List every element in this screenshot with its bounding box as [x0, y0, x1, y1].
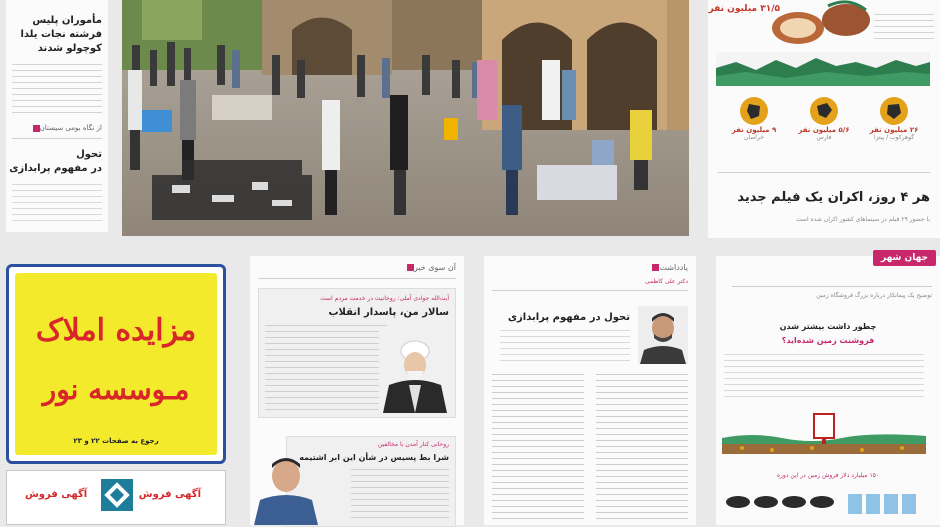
column-2 — [250, 256, 464, 525]
region-map-icon — [879, 96, 909, 126]
infographic-stats — [718, 96, 930, 156]
top-left-body-text — [12, 64, 102, 114]
auction-ad-title: مزایده املاک — [35, 313, 197, 348]
cleric-portrait — [379, 329, 451, 413]
nut-illustration — [768, 0, 878, 48]
coins-illustration — [722, 488, 926, 518]
column-4-body — [724, 354, 924, 400]
divider — [492, 290, 688, 291]
region-map-icon — [809, 96, 839, 126]
top-left-article-title[interactable]: تحول در مفهوم پرابدازی — [9, 149, 102, 174]
column-3-body-left — [492, 374, 584, 524]
infographic-subline: با حضور ۲۹ فیلم در سینماهای کشور اکران شده است — [796, 216, 930, 223]
column-3 — [484, 256, 696, 525]
column-3-author: دکتر علی کاظمی — [645, 278, 688, 285]
market-photo — [122, 0, 689, 236]
sale-ad[interactable] — [6, 470, 226, 525]
stat-item: ۹ میلیون نفر خراسان — [724, 96, 784, 142]
column-2-box — [258, 288, 456, 418]
divider — [12, 138, 102, 139]
region-map-icon — [739, 96, 769, 126]
infographic-note-text — [874, 14, 934, 42]
auction-ad[interactable] — [6, 264, 226, 464]
column-4-footnote: ۱۵۰ میلیارد دلار فروش زمین در این دوره — [776, 472, 880, 479]
top-left-headline[interactable]: مأموران پلیس فرشته نجات یلدا کوچولو شدند — [20, 15, 102, 54]
divider — [718, 172, 930, 173]
column-3-body-right — [596, 374, 688, 524]
sale-ad-label-left: آگهی فروش — [25, 489, 88, 500]
column-2-text — [265, 325, 387, 411]
landscape-band — [716, 52, 930, 86]
top-left-article-text — [12, 184, 102, 224]
column-2-tag: آن‌‌‌‌‌‌‌‌‌‌‌‌‌‌‌‌ سوی خبر — [404, 262, 456, 273]
bank-logo-icon — [99, 477, 135, 513]
section-tag-icon — [407, 264, 414, 271]
infographic-headline[interactable]: هر ۴ روز، اکران یک فیلم جدید — [737, 190, 930, 205]
author-portrait — [638, 306, 688, 364]
divider — [732, 286, 932, 287]
column-4-badge: جهان شهر — [873, 250, 936, 266]
land-sale-illustration — [722, 402, 926, 466]
auction-ad-note: رجوع به صفحات ۲۲ و ۲۳ — [73, 437, 159, 445]
auction-ad-inner — [15, 273, 217, 455]
divider — [258, 278, 456, 279]
column-2-headline-2[interactable]: شرا بط پسیس در شأن این ابر اشتیمه — [299, 453, 449, 462]
column-4-headline[interactable]: چطور داشت بیشتر شدن — [779, 322, 877, 331]
top-right-infographic — [708, 0, 940, 238]
column-3-tag: یادداشت — [649, 262, 688, 273]
politician-portrait — [250, 452, 322, 525]
sale-ad-label-right: آگهی فروش — [138, 489, 201, 500]
column-4-kicker: توضیح یک پیمانکار درباره بزرگ فروشگاه زمین — [816, 292, 932, 299]
column-3-headline[interactable]: تحول در مفهوم پرابدازی — [507, 312, 630, 323]
column-3-lead-text — [500, 330, 630, 364]
column-2-kicker: آیت‌الله جوادی آملی: روحانیت در خدمت مردم است — [320, 295, 449, 302]
column-2-headline[interactable]: سالار من، پاسدار انقلاب — [328, 307, 449, 318]
auction-ad-subtitle: مـوسسه نور — [42, 373, 190, 406]
stat-item: ۲۶ میلیون نفر گوهرکوب / پیتزا — [864, 96, 924, 142]
stat-item: ۵/۶ میلیون نفر فارس — [794, 96, 854, 142]
column-2-text-2 — [351, 469, 449, 519]
top-left-section-label: از نگاه بومی سیستان — [30, 124, 102, 132]
column-2-kicker-2: روحانی کنار آمدن با مخالفین — [377, 441, 449, 448]
infographic-main-stat: ۳۱/۵ میلیون نفر — [708, 4, 780, 14]
column-4-headline-2[interactable]: فروشنت زمین شده‌اید؟ — [781, 336, 875, 345]
top-left-panel — [6, 0, 108, 232]
column-4 — [716, 253, 940, 525]
section-tag-icon — [33, 125, 40, 132]
